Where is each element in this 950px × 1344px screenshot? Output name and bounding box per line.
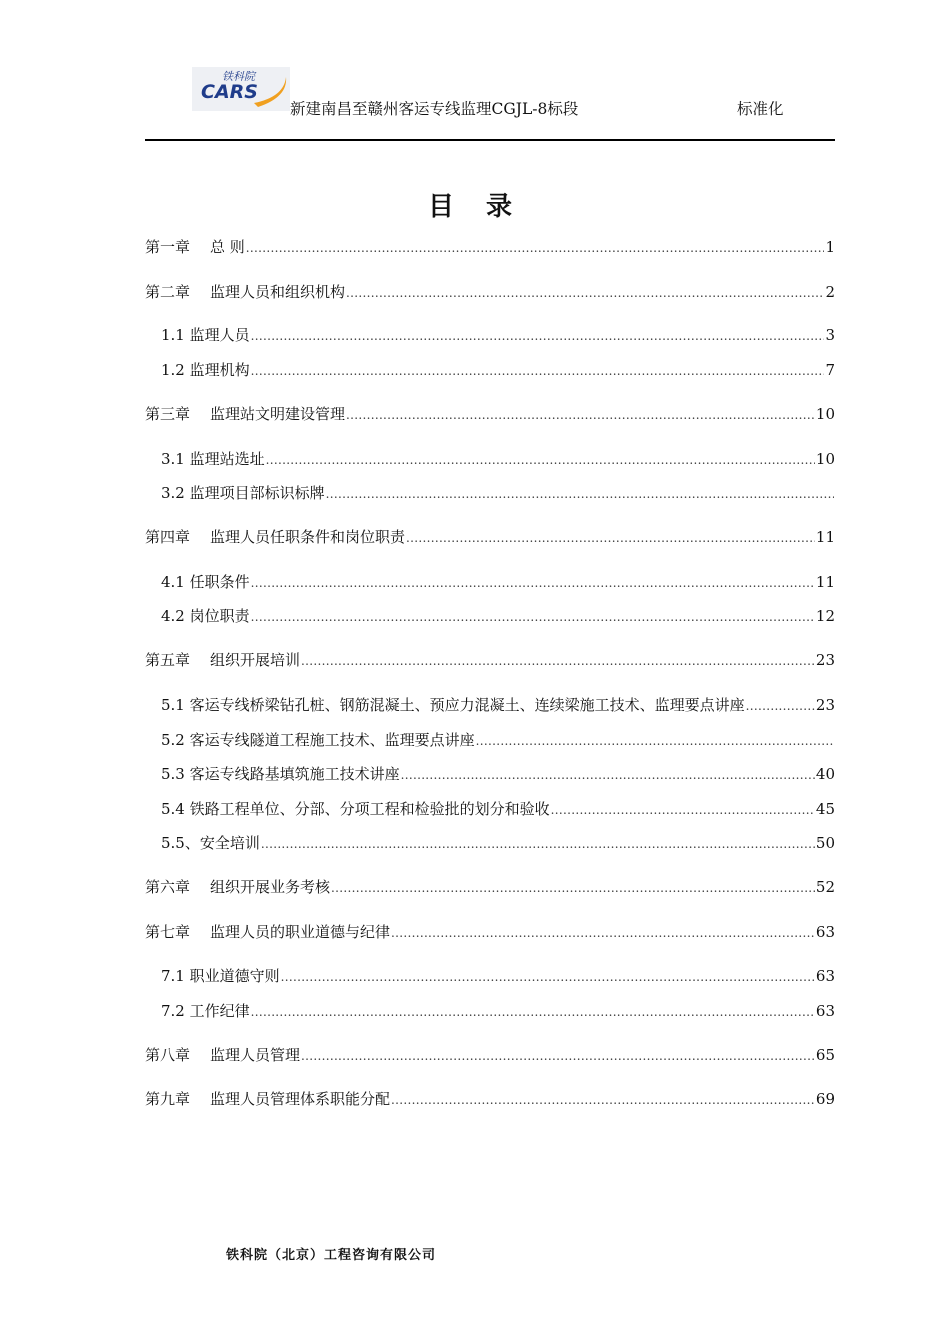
toc-section-title: 7.2 工作纪律 [161,1002,250,1020]
toc-entry[interactable] [161,799,835,819]
toc-dot-leader [301,1046,815,1066]
toc-entry[interactable] [145,527,835,547]
toc-entry[interactable] [161,966,835,986]
toc-page-number: 7 [825,361,835,379]
cars-logo [192,67,290,111]
toc-chapter-title: 监理站文明建设管理 [210,405,346,423]
toc-dot-leader [246,238,825,258]
toc-entry[interactable] [161,572,835,592]
toc-section-title: 3.1 监理站选址 [161,450,265,468]
toc-chapter-number: 第一章 [145,238,191,256]
toc-dot-leader [251,607,815,627]
toc-chapter-number: 第五章 [145,651,191,669]
toc-section-title: 5.2 客运专线隧道工程施工技术、监理要点讲座 [161,731,475,749]
toc-dot-leader [346,405,815,425]
toc-entry[interactable] [145,404,835,424]
toc-entry[interactable] [161,360,835,380]
toc-entry-label [145,1045,300,1065]
toc-dot-leader [251,361,825,381]
toc-page-number: 45 [815,800,835,818]
toc-section-title: 1.1 监理人员 [161,326,250,344]
toc-dot-leader [551,800,815,820]
toc-section-title: 1.2 监理机构 [161,361,250,379]
toc-page-number: 52 [815,878,835,896]
toc-entry-label [145,404,345,424]
toc-dot-leader [406,528,815,548]
toc-entry[interactable] [145,237,835,257]
toc-section-title: 5.4 铁路工程单位、分部、分项工程和检验批的划分和验收 [161,800,550,818]
toc-page-number: 63 [815,923,835,941]
toc-page-number: 2 [825,283,835,301]
toc-dot-leader [401,765,815,785]
toc-dot-leader [346,283,824,303]
toc-section-title: 5.5、安全培训 [161,834,260,852]
toc-chapter-title: 监理人员的职业道德与纪律 [210,923,391,941]
toc-entry-label [145,922,390,942]
toc-dot-leader [331,878,815,898]
toc-section-title: 3.2 监理项目部标识标牌 [161,484,325,502]
header-right-label: 标准化 [737,100,784,118]
toc-section-title: 5.1 客运专线桥梁钻孔桩、钢筋混凝土、预应力混凝土、连续梁施工技术、监理要点讲座 [161,696,745,714]
toc-entry[interactable] [161,606,835,626]
toc-page-number: 3 [825,326,835,344]
toc-dot-leader [261,834,815,854]
toc-page-number: 11 [815,573,835,591]
toc-entry[interactable] [145,922,835,942]
toc-entry[interactable] [161,325,835,345]
toc-dot-leader [391,1090,815,1110]
toc-page-number: 10 [815,405,835,423]
toc-title: 目录 [427,192,544,222]
toc-dot-leader [266,450,815,470]
toc-dot-leader [391,923,815,943]
toc-dot-leader [251,573,815,593]
logo-text-top: 铁科院 [222,70,255,83]
toc-chapter-title: 监理人员和组织机构 [210,283,346,301]
toc-chapter-title: 监理人员管理体系职能分配 [210,1090,391,1108]
toc-chapter-title: 组织开展业务考核 [210,878,331,896]
toc-entry[interactable] [161,1001,835,1021]
toc-chapter-title: 组织开展培训 [210,651,301,669]
toc-page-number: 50 [815,834,835,852]
toc-page-number: 1 [825,238,835,256]
toc-page-number: 10 [815,450,835,468]
toc-chapter-number: 第七章 [145,923,191,941]
toc-page-number: 65 [815,1046,835,1064]
toc-dot-leader [476,731,834,751]
toc-page-number: 69 [815,1090,835,1108]
toc-chapter-number: 第三章 [145,405,191,423]
toc-dot-leader [251,1002,815,1022]
toc-section-title: 7.1 职业道德守则 [161,967,280,985]
toc-entry[interactable] [145,877,835,897]
toc-entry[interactable] [145,282,835,302]
toc-dot-leader [301,651,815,671]
toc-chapter-number: 第四章 [145,528,191,546]
toc-page-number: 23 [815,696,835,714]
toc-entry-label [145,282,345,302]
logo-text-main: CARS [201,81,258,103]
toc-entry[interactable] [161,483,835,503]
toc-chapter-number: 第六章 [145,878,191,896]
toc-page-number: 63 [815,967,835,985]
cars-logo-graphic [192,67,290,111]
toc-chapter-title: 总 则 [210,238,245,256]
toc-section-title: 4.2 岗位职责 [161,607,250,625]
toc-entry-label [145,650,300,670]
toc-page-number: 40 [815,765,835,783]
toc-dot-leader [281,967,815,987]
toc-chapter-number: 第八章 [145,1046,191,1064]
toc-dot-leader [326,484,834,504]
toc-entry-label [145,527,405,547]
toc-entry[interactable] [161,695,835,715]
toc-entry-label [145,237,245,257]
toc-entry[interactable] [145,650,835,670]
toc-entry[interactable] [145,1089,835,1109]
toc-page-number: 63 [815,1002,835,1020]
header-title: 新建南昌至赣州客运专线监理CGJL-8标段 [290,100,579,118]
header-divider [145,139,835,141]
toc-page-number: 12 [815,607,835,625]
toc-dot-leader [251,326,825,346]
toc-section-title: 5.3 客运专线路基填筑施工技术讲座 [161,765,400,783]
toc-section-title: 4.1 任职条件 [161,573,250,591]
toc-dot-leader [746,696,815,716]
toc-entry[interactable] [145,1045,835,1065]
toc-chapter-title: 监理人员管理 [210,1046,301,1064]
toc-page-number: 11 [815,528,835,546]
toc-entry[interactable] [161,730,835,750]
toc-entry[interactable] [161,833,835,853]
toc-chapter-title: 监理人员任职条件和岗位职责 [210,528,406,546]
toc-page-number: 23 [815,651,835,669]
toc-chapter-number: 第九章 [145,1090,191,1108]
toc-chapter-number: 第二章 [145,283,191,301]
toc-entry[interactable] [161,764,835,784]
toc-entry-label [145,877,330,897]
footer-company-name: 铁科院（北京）工程咨询有限公司 [226,1248,437,1263]
toc-entry[interactable] [161,449,835,469]
toc-entry-label [145,1089,390,1109]
